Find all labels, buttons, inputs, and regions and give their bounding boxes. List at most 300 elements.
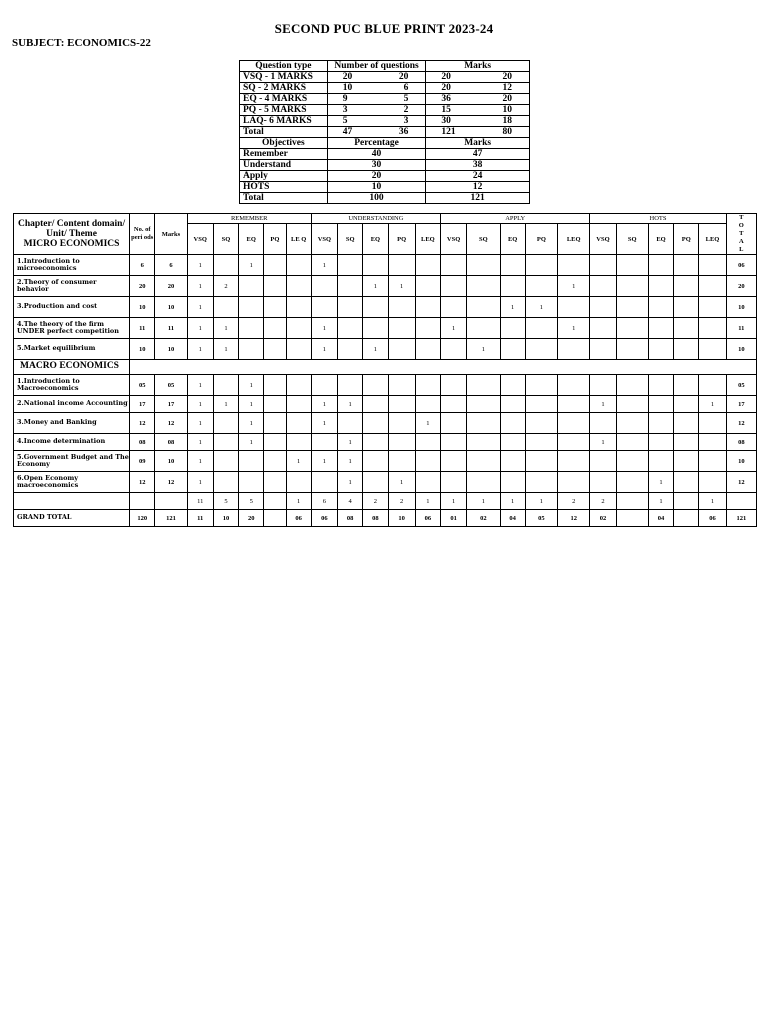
question-cell: 1 xyxy=(187,276,213,297)
chapter-periods: 10 xyxy=(130,297,155,318)
question-cell xyxy=(525,396,557,413)
question-type: VSQ - 1 MARKS xyxy=(240,72,328,83)
question-marks-first: 36 xyxy=(441,94,451,104)
question-cell xyxy=(558,375,590,396)
question-cell: 1 xyxy=(187,318,213,339)
chapter-total: 20 xyxy=(726,276,756,297)
question-cell: 1 xyxy=(558,318,590,339)
question-cell: 1 xyxy=(338,396,363,413)
grand-total-cell: 06 xyxy=(415,510,440,527)
question-cell: 1 xyxy=(338,472,363,493)
count-cell: 5 xyxy=(239,493,264,510)
question-cell xyxy=(441,375,467,396)
question-cell: 1 xyxy=(187,413,213,434)
col-header: SQ xyxy=(616,224,648,255)
question-cell xyxy=(500,339,525,360)
grand-total-cell: 02 xyxy=(590,510,616,527)
question-count-second: 6 xyxy=(403,83,409,93)
objectives-header: Percentage xyxy=(327,138,426,149)
grand-total-label: GRAND TOTAL xyxy=(14,510,130,527)
grand-total-cell: 04 xyxy=(648,510,673,527)
question-count-pair xyxy=(331,72,423,82)
question-count xyxy=(327,116,426,127)
question-cell: 1 xyxy=(187,396,213,413)
chapter-total: 10 xyxy=(726,297,756,318)
question-cell xyxy=(363,297,388,318)
chapter-total: 06 xyxy=(726,255,756,276)
question-cell xyxy=(648,451,673,472)
chapter-periods: 12 xyxy=(130,472,155,493)
count-cell xyxy=(264,493,286,510)
question-cell: 1 xyxy=(590,396,616,413)
count-label xyxy=(14,493,130,510)
macro-chapter-row xyxy=(14,451,757,472)
subject-label: SUBJECT: ECONOMICS-22 xyxy=(12,37,151,49)
question-cell xyxy=(648,297,673,318)
question-type: Total xyxy=(240,127,328,138)
question-cell xyxy=(699,434,726,451)
question-cell xyxy=(467,413,500,434)
grand-total-cell: 08 xyxy=(338,510,363,527)
question-cell xyxy=(286,318,311,339)
question-cell xyxy=(441,255,467,276)
question-cell xyxy=(525,318,557,339)
question-cell: 1 xyxy=(311,339,337,360)
chapter-total: 12 xyxy=(726,472,756,493)
question-cell xyxy=(286,297,311,318)
question-cell: 1 xyxy=(239,255,264,276)
question-cell xyxy=(558,396,590,413)
summary-header: Number of questions xyxy=(327,61,426,72)
remember-col-header: LE Q xyxy=(286,224,311,255)
summary-row xyxy=(240,94,530,105)
objectives-header: Marks xyxy=(426,138,530,149)
question-cell xyxy=(648,413,673,434)
question-cell: 1 xyxy=(363,276,388,297)
question-cell xyxy=(441,451,467,472)
question-cell: 1 xyxy=(311,318,337,339)
question-cell xyxy=(264,297,286,318)
question-cell xyxy=(500,413,525,434)
question-type: SQ - 2 MARKS xyxy=(240,83,328,94)
question-cell xyxy=(441,413,467,434)
question-count-pair xyxy=(331,83,423,93)
chapter-total: 08 xyxy=(726,434,756,451)
question-cell: 1 xyxy=(239,396,264,413)
question-count xyxy=(327,72,426,83)
question-cell xyxy=(590,375,616,396)
grand-total-cell: 11 xyxy=(187,510,213,527)
blueprint-table xyxy=(13,213,757,527)
count-cell: 2 xyxy=(558,493,590,510)
question-cell xyxy=(467,434,500,451)
summary-header: Question type xyxy=(240,61,328,72)
page-title: SECOND PUC BLUE PRINT 2023-24 xyxy=(274,21,494,36)
chapter-periods: 08 xyxy=(130,434,155,451)
macro-chapter-row xyxy=(14,434,757,451)
total-header-letter: A xyxy=(738,238,744,245)
question-marks-pair xyxy=(429,83,526,93)
question-cell xyxy=(699,451,726,472)
question-cell xyxy=(525,434,557,451)
micro-chapter-row xyxy=(14,297,757,318)
chapter-name: 2.National income Accounting xyxy=(14,396,130,413)
question-count-first: 5 xyxy=(342,116,348,126)
question-marks-first: 20 xyxy=(441,72,451,82)
question-cell xyxy=(239,472,264,493)
question-cell xyxy=(264,339,286,360)
count-row xyxy=(14,493,757,510)
question-cell xyxy=(500,396,525,413)
question-cell xyxy=(264,413,286,434)
question-cell: 1 xyxy=(467,339,500,360)
question-cell xyxy=(674,339,699,360)
question-cell xyxy=(558,297,590,318)
count-cell xyxy=(674,493,699,510)
chapter-periods: 11 xyxy=(130,318,155,339)
question-cell xyxy=(558,451,590,472)
question-cell xyxy=(558,255,590,276)
question-cell xyxy=(674,451,699,472)
question-cell: 1 xyxy=(311,396,337,413)
objective-name: Understand xyxy=(240,160,328,171)
chapter-name: 5.Government Budget and The Economy xyxy=(14,451,130,472)
total-header-letter: L xyxy=(739,246,744,253)
question-cell xyxy=(311,276,337,297)
chapter-marks: 20 xyxy=(155,276,187,297)
question-cell xyxy=(699,255,726,276)
grand-total-value: 121 xyxy=(726,510,756,527)
count-cell: 2 xyxy=(363,493,388,510)
question-cell xyxy=(363,434,388,451)
chapter-marks: 12 xyxy=(155,413,187,434)
question-cell xyxy=(363,318,388,339)
question-cell xyxy=(590,413,616,434)
question-cell xyxy=(388,375,415,396)
question-cell xyxy=(616,434,648,451)
question-cell xyxy=(648,396,673,413)
question-cell xyxy=(616,413,648,434)
objective-row xyxy=(240,193,530,204)
question-cell: 1 xyxy=(187,297,213,318)
question-cell xyxy=(311,297,337,318)
grand-total-cell: 01 xyxy=(441,510,467,527)
chapter-periods: 17 xyxy=(130,396,155,413)
question-cell xyxy=(558,434,590,451)
question-cell xyxy=(500,255,525,276)
grand-total-marks: 121 xyxy=(155,510,187,527)
question-cell xyxy=(415,396,440,413)
count-cell: 1 xyxy=(441,493,467,510)
question-cell xyxy=(467,318,500,339)
chapter-periods: 09 xyxy=(130,451,155,472)
question-cell xyxy=(286,276,311,297)
question-cell xyxy=(616,451,648,472)
question-count xyxy=(327,94,426,105)
remember-col-header: SQ xyxy=(213,224,238,255)
count-total xyxy=(726,493,756,510)
question-cell xyxy=(338,255,363,276)
question-cell xyxy=(467,255,500,276)
question-type: LAQ- 6 MARKS xyxy=(240,116,328,127)
periods-header: No. of peri ods xyxy=(130,214,155,255)
remember-col-header: EQ xyxy=(239,224,264,255)
chapter-header-line-1: Chapter/ Content domain/ xyxy=(17,219,126,229)
question-cell xyxy=(467,472,500,493)
question-cell xyxy=(558,472,590,493)
question-cell xyxy=(648,339,673,360)
question-cell: 1 xyxy=(388,276,415,297)
micro-chapter-row xyxy=(14,255,757,276)
question-marks-second: 80 xyxy=(502,127,512,137)
question-marks-first: 121 xyxy=(441,127,456,137)
question-cell xyxy=(264,276,286,297)
macro-section-row xyxy=(14,360,757,375)
question-cell xyxy=(674,297,699,318)
question-cell xyxy=(500,434,525,451)
question-cell: 1 xyxy=(415,413,440,434)
marks-header: Marks xyxy=(155,214,187,255)
question-cell: 1 xyxy=(286,451,311,472)
question-cell xyxy=(699,472,726,493)
question-cell xyxy=(338,297,363,318)
grand-total-cell xyxy=(264,510,286,527)
col-header: LEQ xyxy=(558,224,590,255)
count-cell xyxy=(616,493,648,510)
question-cell xyxy=(441,276,467,297)
chapter-marks: 12 xyxy=(155,472,187,493)
group-remember: REMEMBER xyxy=(187,214,311,224)
question-cell: 1 xyxy=(187,472,213,493)
total-header xyxy=(726,214,756,255)
question-cell xyxy=(590,451,616,472)
col-header: EQ xyxy=(648,224,673,255)
question-type: PQ - 5 MARKS xyxy=(240,105,328,116)
question-marks-second: 12 xyxy=(502,83,512,93)
question-cell xyxy=(415,276,440,297)
question-cell: 1 xyxy=(648,472,673,493)
question-cell xyxy=(525,472,557,493)
question-cell xyxy=(674,276,699,297)
question-cell xyxy=(674,434,699,451)
grand-total-cell: 06 xyxy=(699,510,726,527)
question-count-first: 10 xyxy=(342,83,353,93)
objective-percentage: 20 xyxy=(327,171,426,182)
chapter-name: 4.The theory of the firm UNDER perfect competition xyxy=(14,318,130,339)
question-cell xyxy=(415,472,440,493)
count-cell: 6 xyxy=(311,493,337,510)
grand-total-periods: 120 xyxy=(130,510,155,527)
grand-total-cell xyxy=(616,510,648,527)
question-cell xyxy=(338,276,363,297)
question-cell xyxy=(525,451,557,472)
objective-row xyxy=(240,171,530,182)
macro-chapter-row xyxy=(14,375,757,396)
col-header: PQ xyxy=(525,224,557,255)
chapter-periods: 10 xyxy=(130,339,155,360)
chapter-total: 05 xyxy=(726,375,756,396)
question-cell xyxy=(525,339,557,360)
question-cell: 1 xyxy=(187,339,213,360)
chapter-name: 5.Market equilibrium xyxy=(14,339,130,360)
objective-name: Apply xyxy=(240,171,328,182)
question-cell: 1 xyxy=(187,255,213,276)
count-periods xyxy=(130,493,155,510)
question-cell xyxy=(590,472,616,493)
question-cell xyxy=(467,297,500,318)
question-cell xyxy=(415,297,440,318)
question-cell xyxy=(525,413,557,434)
summary-row xyxy=(240,83,530,94)
question-marks-pair xyxy=(429,72,526,82)
question-cell xyxy=(363,472,388,493)
question-cell xyxy=(213,451,238,472)
chapter-periods: 05 xyxy=(130,375,155,396)
question-count xyxy=(327,105,426,116)
question-cell xyxy=(699,318,726,339)
question-cell xyxy=(648,434,673,451)
question-cell xyxy=(500,318,525,339)
chapter-marks: 10 xyxy=(155,339,187,360)
question-cell xyxy=(590,339,616,360)
grand-total-cell: 20 xyxy=(239,510,264,527)
question-count-second: 20 xyxy=(398,72,409,82)
question-cell xyxy=(239,276,264,297)
chapter-marks: 05 xyxy=(155,375,187,396)
grand-total-cell: 04 xyxy=(500,510,525,527)
count-cell: 11 xyxy=(187,493,213,510)
question-cell: 1 xyxy=(213,339,238,360)
chapter-total: 10 xyxy=(726,451,756,472)
question-cell xyxy=(264,318,286,339)
grand-total-row xyxy=(14,510,757,527)
col-header: PQ xyxy=(674,224,699,255)
question-cell xyxy=(264,434,286,451)
question-count-pair xyxy=(331,116,423,126)
question-cell: 1 xyxy=(187,451,213,472)
question-cell: 1 xyxy=(213,396,238,413)
question-cell xyxy=(264,396,286,413)
question-cell xyxy=(616,472,648,493)
col-header: LEQ xyxy=(699,224,726,255)
question-cell xyxy=(264,375,286,396)
question-cell xyxy=(239,451,264,472)
grand-total-cell: 10 xyxy=(213,510,238,527)
question-cell xyxy=(213,297,238,318)
question-cell: 1 xyxy=(699,396,726,413)
question-count-second: 5 xyxy=(403,94,409,104)
chapter-marks: 10 xyxy=(155,297,187,318)
question-cell xyxy=(525,375,557,396)
question-cell xyxy=(590,255,616,276)
question-cell xyxy=(415,255,440,276)
question-cell xyxy=(674,375,699,396)
chapter-name: 3.Money and Banking xyxy=(14,413,130,434)
question-cell xyxy=(286,255,311,276)
chapter-periods: 12 xyxy=(130,413,155,434)
col-header: SQ xyxy=(338,224,363,255)
question-cell xyxy=(616,297,648,318)
question-cell xyxy=(338,318,363,339)
question-cell xyxy=(388,396,415,413)
group-hots: HOTS xyxy=(590,214,726,224)
question-cell: 1 xyxy=(187,434,213,451)
chapter-marks: 08 xyxy=(155,434,187,451)
chapter-marks: 6 xyxy=(155,255,187,276)
count-cell: 1 xyxy=(648,493,673,510)
question-cell xyxy=(441,434,467,451)
question-cell xyxy=(590,318,616,339)
question-cell xyxy=(558,413,590,434)
question-cell xyxy=(363,451,388,472)
question-cell xyxy=(213,255,238,276)
question-cell xyxy=(213,472,238,493)
question-cell xyxy=(239,297,264,318)
question-cell xyxy=(388,413,415,434)
question-cell xyxy=(286,413,311,434)
group-apply: APPLY xyxy=(441,214,590,224)
question-cell xyxy=(388,434,415,451)
question-count-second: 3 xyxy=(403,116,409,126)
question-cell xyxy=(674,255,699,276)
question-marks-pair xyxy=(429,105,526,115)
question-cell xyxy=(441,339,467,360)
objective-name: Remember xyxy=(240,149,328,160)
objective-row xyxy=(240,182,530,193)
micro-chapter-row xyxy=(14,318,757,339)
question-count-pair xyxy=(331,94,423,104)
objective-percentage: 10 xyxy=(327,182,426,193)
count-cell: 1 xyxy=(525,493,557,510)
question-cell: 1 xyxy=(213,318,238,339)
question-cell: 1 xyxy=(311,413,337,434)
summary-row xyxy=(240,116,530,127)
col-header: EQ xyxy=(363,224,388,255)
question-cell xyxy=(388,339,415,360)
question-cell xyxy=(616,375,648,396)
question-cell: 1 xyxy=(239,413,264,434)
objective-percentage: 40 xyxy=(327,149,426,160)
question-count-pair xyxy=(331,127,423,137)
chapter-total: 12 xyxy=(726,413,756,434)
grand-total-cell: 06 xyxy=(286,510,311,527)
summary-header: Marks xyxy=(426,61,530,72)
objective-marks: 47 xyxy=(426,149,530,160)
question-marks xyxy=(426,127,530,138)
remember-col-header: PQ xyxy=(264,224,286,255)
micro-chapter-row xyxy=(14,276,757,297)
question-cell xyxy=(525,255,557,276)
question-marks-first: 30 xyxy=(441,116,451,126)
count-cell: 1 xyxy=(500,493,525,510)
question-count-pair xyxy=(331,105,423,115)
question-cell: 1 xyxy=(311,255,337,276)
question-marks xyxy=(426,83,530,94)
count-cell: 1 xyxy=(415,493,440,510)
question-cell xyxy=(590,276,616,297)
question-cell xyxy=(286,375,311,396)
chapter-total: 17 xyxy=(726,396,756,413)
objective-marks: 121 xyxy=(426,193,530,204)
question-cell xyxy=(467,451,500,472)
question-cell xyxy=(467,276,500,297)
question-cell xyxy=(415,451,440,472)
chapter-marks: 17 xyxy=(155,396,187,413)
question-cell xyxy=(363,413,388,434)
question-count-second: 36 xyxy=(398,127,409,137)
question-cell xyxy=(239,318,264,339)
question-cell xyxy=(674,318,699,339)
